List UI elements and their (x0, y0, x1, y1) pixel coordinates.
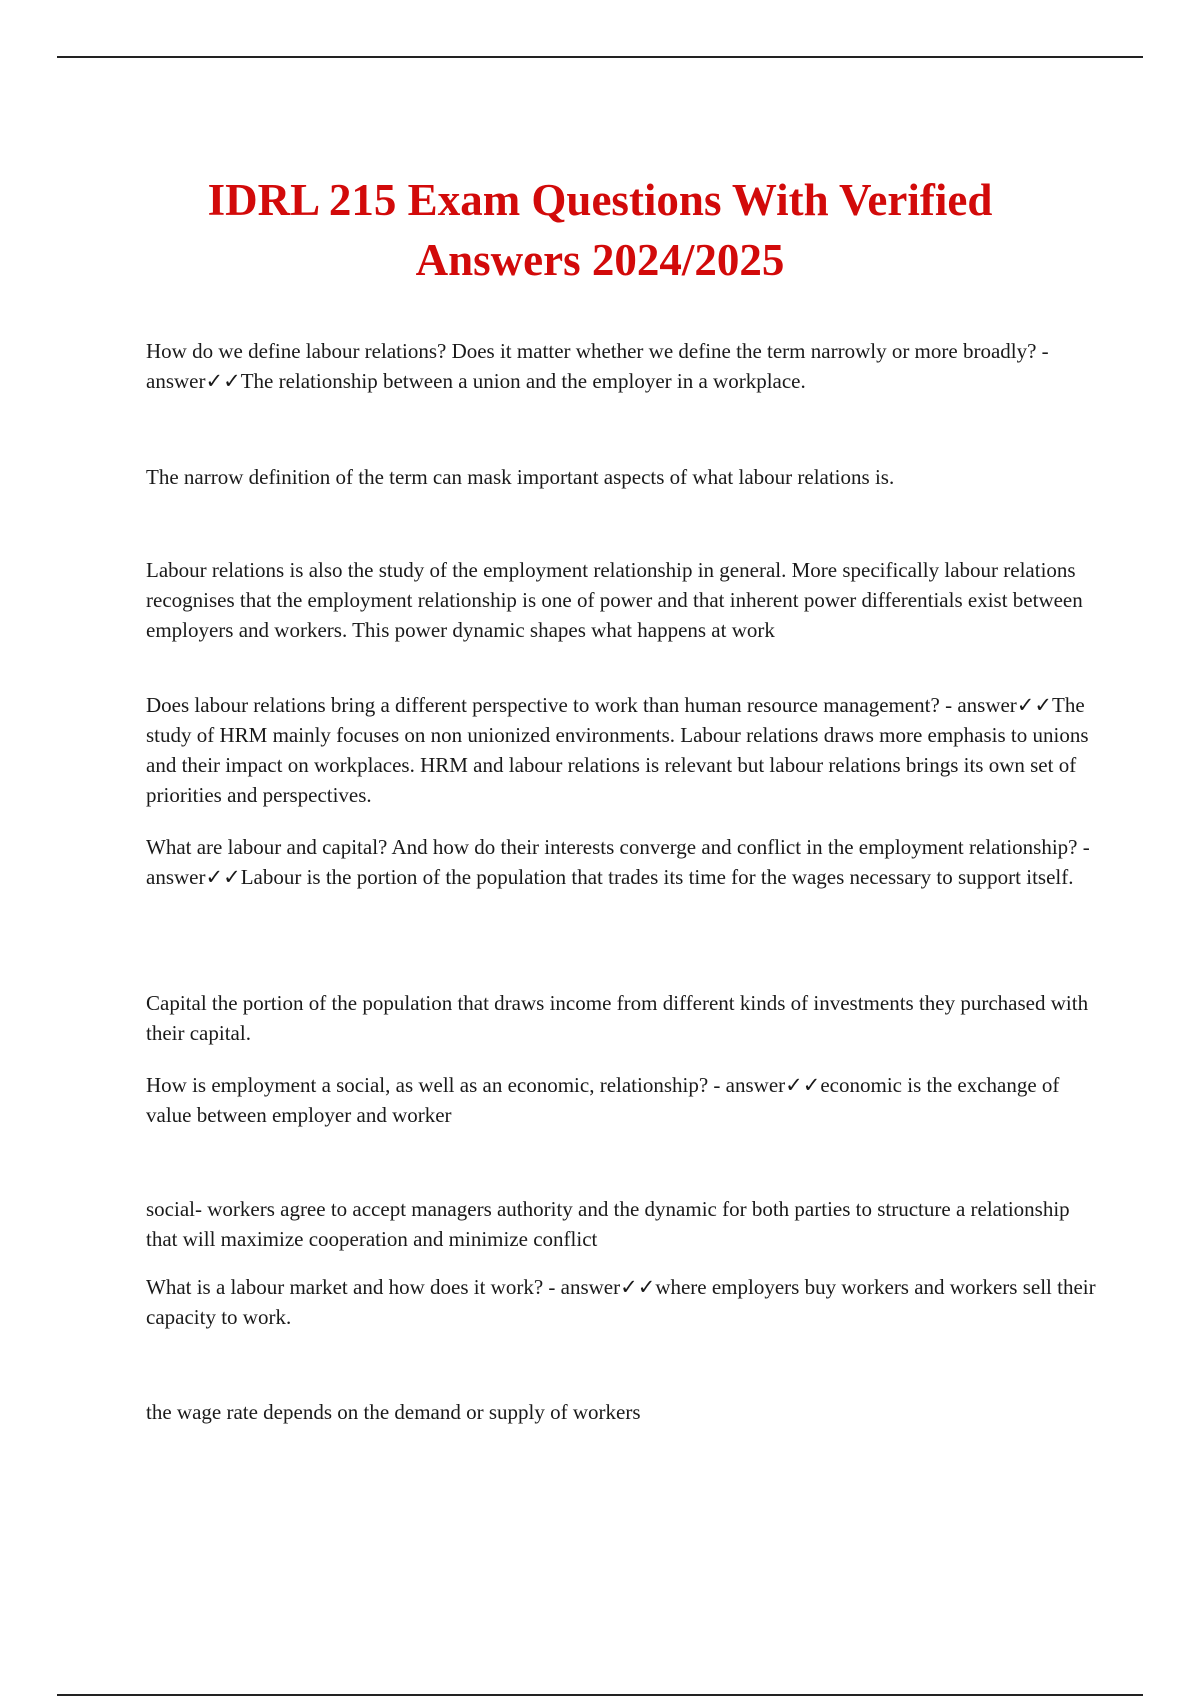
title-line-1: IDRL 215 Exam Questions With Verified (207, 175, 993, 225)
answer-text: The study of HRM mainly focuses on non unionized environments. Labour relations draws more emphasis to unions and their impact on workplaces. HRM and labour relations is relevant but labour relations brings its own set of priorities and perspectives. (146, 693, 1089, 807)
checkmark-icon: ✓✓ (1016, 693, 1052, 717)
paragraph-text: The narrow definition of the term can mask important aspects of what labour relations is. (146, 465, 895, 489)
answer-paragraph (146, 1194, 1096, 1254)
checkmark-icon: ✓✓ (785, 1073, 821, 1097)
checkmark-icon: ✓✓ (620, 1275, 656, 1299)
answer-paragraph (146, 555, 1096, 645)
paragraph-text: Labour relations is also the study of the employment relationship in general. More specifically labour relations recognises that the employment relationship is one of power and that inherent power differentials exist between employers and workers. This power dynamic shapes what happens at work (146, 558, 1083, 642)
question-text: How is employment a social, as well as an economic, relationship? - answer (146, 1073, 786, 1097)
qa-item (146, 690, 1096, 810)
title-line-2: Answers 2024/2025 (415, 235, 785, 285)
qa-item (146, 336, 1096, 396)
paragraph-text: social- workers agree to accept managers authority and the dynamic for both parties to structure a relationship that will maximize cooperation and minimize conflict (146, 1197, 1070, 1251)
answer-paragraph (146, 1397, 1096, 1427)
qa-item (146, 832, 1096, 892)
qa-item (146, 1070, 1096, 1130)
answer-paragraph (146, 462, 1096, 492)
question-text: What is a labour market and how does it work? - answer (146, 1275, 621, 1299)
checkmark-icon: ✓✓ (205, 369, 241, 393)
question-text: Does labour relations bring a different perspective to work than human resource management? - answer (146, 693, 1017, 717)
question-text: What are labour and capital? And how do their interests converge and conflict in the employment relationship? - answer (146, 835, 1090, 889)
question-text: How do we define labour relations? Does it matter whether we define the term narrowly or more broadly? - answer (146, 339, 1049, 393)
footer-rule (57, 1694, 1143, 1696)
qa-paragraph (146, 832, 1096, 892)
checkmark-icon: ✓✓ (205, 865, 241, 889)
qa-paragraph (146, 336, 1096, 396)
answer-paragraph (146, 988, 1096, 1048)
answer-text: economic is the exchange of value between employer and worker (146, 1073, 1060, 1127)
answer-text: where employers buy workers and workers sell their capacity to work. (146, 1275, 1096, 1329)
qa-item (146, 1272, 1096, 1332)
qa-paragraph (146, 690, 1096, 810)
qa-paragraph (146, 1272, 1096, 1332)
answer-text: Labour is the portion of the population that trades its time for the wages necessary to support itself. (240, 865, 1074, 889)
document-title (100, 170, 1100, 290)
answer-text: The relationship between a union and the employer in a workplace. (240, 369, 806, 393)
paragraph-text: the wage rate depends on the demand or supply of workers (146, 1400, 641, 1424)
qa-paragraph (146, 1070, 1096, 1130)
paragraph-text: Capital the portion of the population that draws income from different kinds of investments they purchased with their capital. (146, 991, 1089, 1045)
header-rule (57, 56, 1143, 58)
